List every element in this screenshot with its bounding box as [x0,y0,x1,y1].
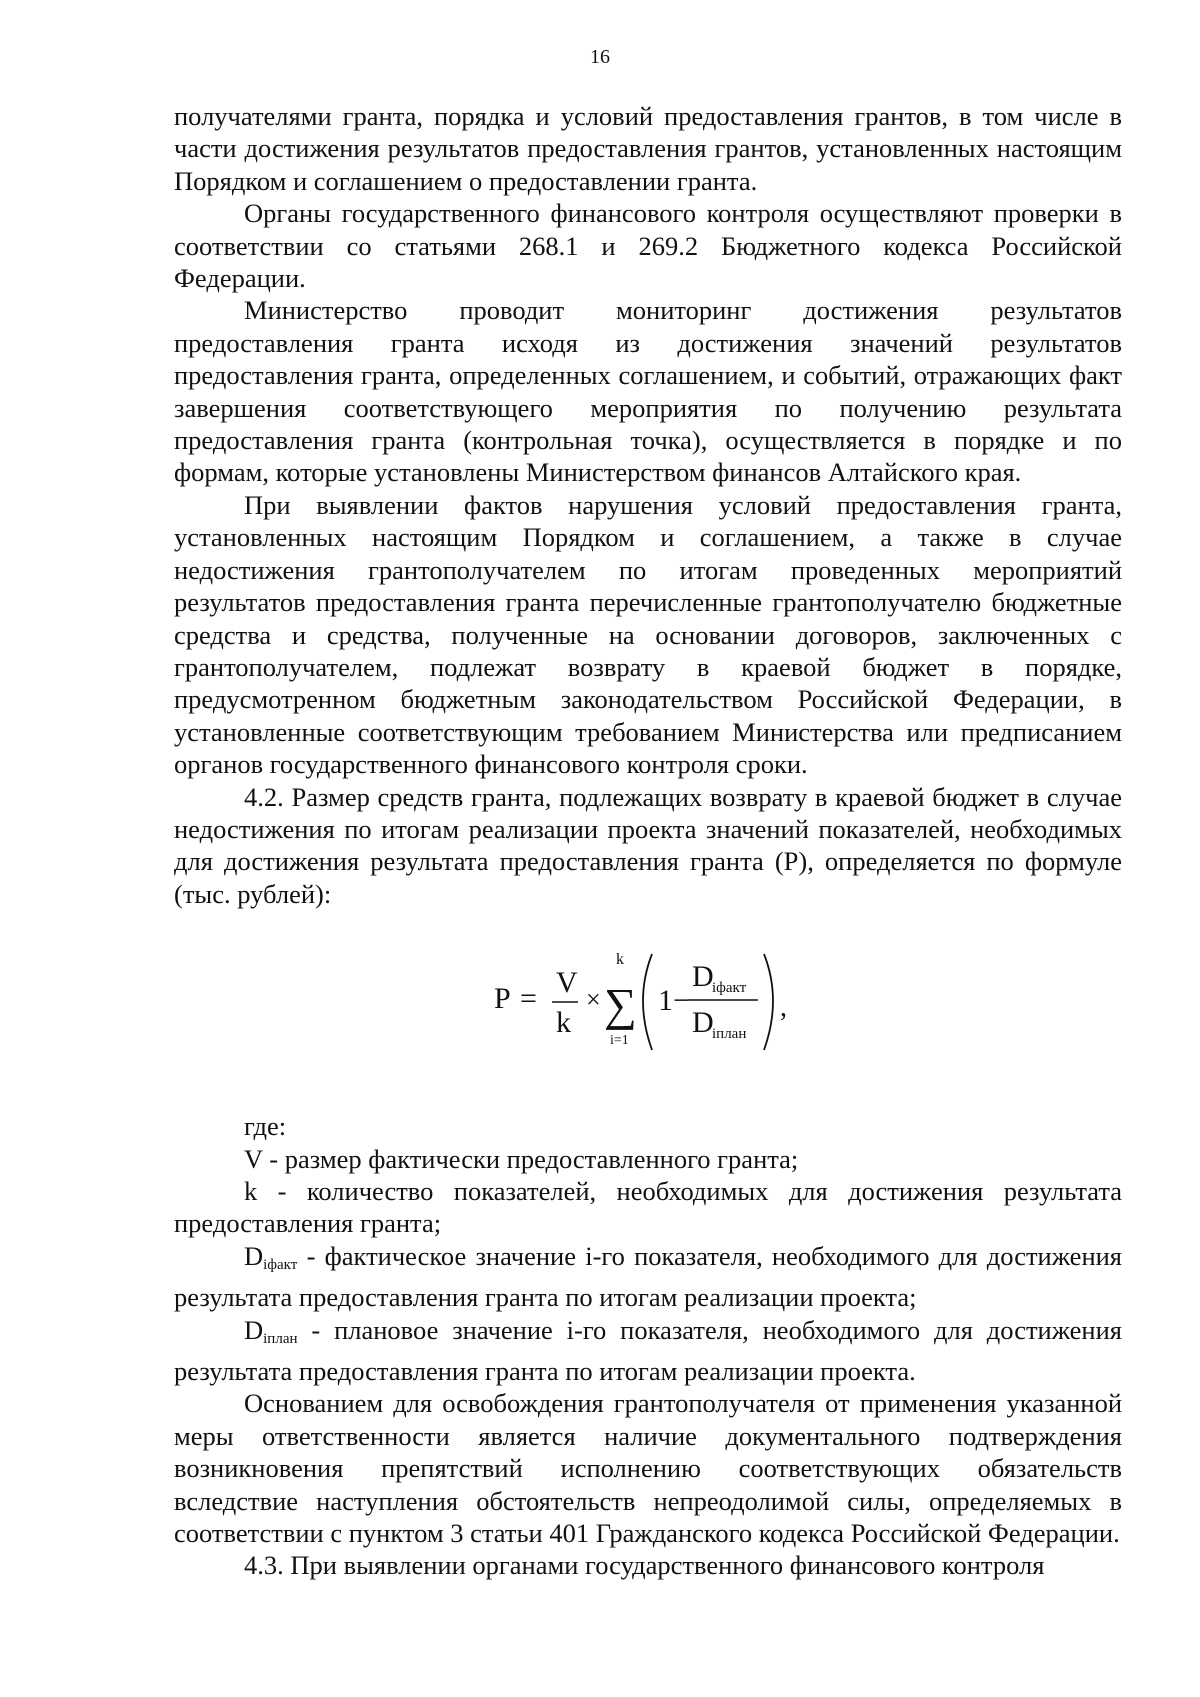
definition-k [174,1175,1122,1240]
definition-d-fact [174,1240,1122,1314]
paragraph-force-majeure: Основанием для освобождения грантополучателя от применения указанной меры ответственности является наличие документального подтверждения возникновения препятствий исполнению соответствующих обязательств вследствие наступления обстоятельств непреодолимой силы, определяемых в соответствии с пунктом 3 статьи 401 Гражданского кодекса Российской Федерации. [174,1388,1122,1549]
formula-d-fact-sub: iфакт [712,980,747,997]
paragraph-4-2: 4.2. Размер средств гранта, подлежащих возврату в краевой бюджет в случае недостижения по итогам реализации проекта значений показателей, необходимых для достижения результата предоставления гранта (Р), определяется по формуле (тыс. рублей): [174,781,1122,909]
paragraph-monitoring: Министерство проводит мониторинг достижения результатов предоставления гранта исходя из достижения значений результатов предоставления гранта, определенных соглашением, и событий, отражающих факт завершения соответствующего мероприятия по получению результата предоставления гранта (контрольная точка), осуществляется в порядке и по формам, которые установлены Министерством финансов Алтайского края. [174,295,1122,488]
definition-term-subscript: iфакт [263,1256,298,1273]
paragraph-4-3: 4.3. При выявлении органами государственного финансового контроля [244,1550,1045,1581]
definition-text: - количество показателей, необходимых для достижения результата предоставления гранта; [174,1175,1122,1239]
definition-term: D [244,1314,264,1345]
formula-comma: , [780,992,787,1024]
formula-left-paren [643,954,652,1050]
formula-one-minus: 1− [658,984,690,1018]
definition-term-subscript: iплан [263,1330,298,1347]
formula-denominator-k: k [556,1006,571,1040]
formula-lhs: Р [494,982,511,1016]
document-body [174,100,1122,1582]
formula-d-plan: D [692,1006,714,1040]
definition-text: - плановое значение i-го показателя, необходимого для достижения результата предоставления гранта по итогам реализации проекта. [174,1314,1122,1386]
definition-term: V [244,1143,263,1174]
definition-term: D [244,1240,264,1271]
paragraph-violations: При выявлении фактов нарушения условий предоставления гранта, установленных настоящим Порядком и соглашением, а также в случае недостижения грантополучателем по итогам проведенных мероприятий результатов предоставления гранта перечисленные грантополучателю бюджетные средства и средства, полученные на основании договоров, заключенных с грантополучателем, подлежат возврату в краевой бюджет в порядке, предусмотренном бюджетным законодательством Российской Федерации, в установленные соответствующим требованием Министерства или предписанием органов государственного финансового контроля сроки. [174,489,1122,780]
definition-text: - фактическое значение i-го показателя, необходимого для достижения результата предоставления гранта по итогам реализации проекта; [174,1240,1122,1313]
formula-numerator-v: V [556,966,578,1000]
paragraph-financial-control: Органы государственного финансового контроля осуществляют проверки в соответствии со статьями 268.1 и 269.2 Бюджетного кодекса Российской Федерации. [174,198,1122,294]
formula-sum-lower: i=1 [610,1033,629,1049]
formula-d-fact: D [692,960,714,994]
definition-text: - размер фактически предоставленного гранта; [262,1143,799,1174]
definition-term: k [244,1175,258,1206]
formula-times: × [586,985,601,1015]
page-number: 16 [590,46,610,68]
paragraph-continuation: получателями гранта, порядка и условий предоставления грантов, в том числе в части достижения результатов предоставления грантов, установленных настоящим Порядком и соглашением о предоставлении гранта. [174,101,1122,196]
definition-d-plan [174,1314,1122,1388]
formula-sum-upper: k [616,951,624,969]
formula [174,910,1122,1110]
formula-equals: = [520,982,537,1016]
formula-right-paren [764,954,773,1050]
definition-v [174,1143,1122,1175]
formula-sigma: ∑ [604,979,637,1031]
formula-d-plan-sub: iплан [712,1026,747,1043]
where-label: где: [244,1111,287,1142]
